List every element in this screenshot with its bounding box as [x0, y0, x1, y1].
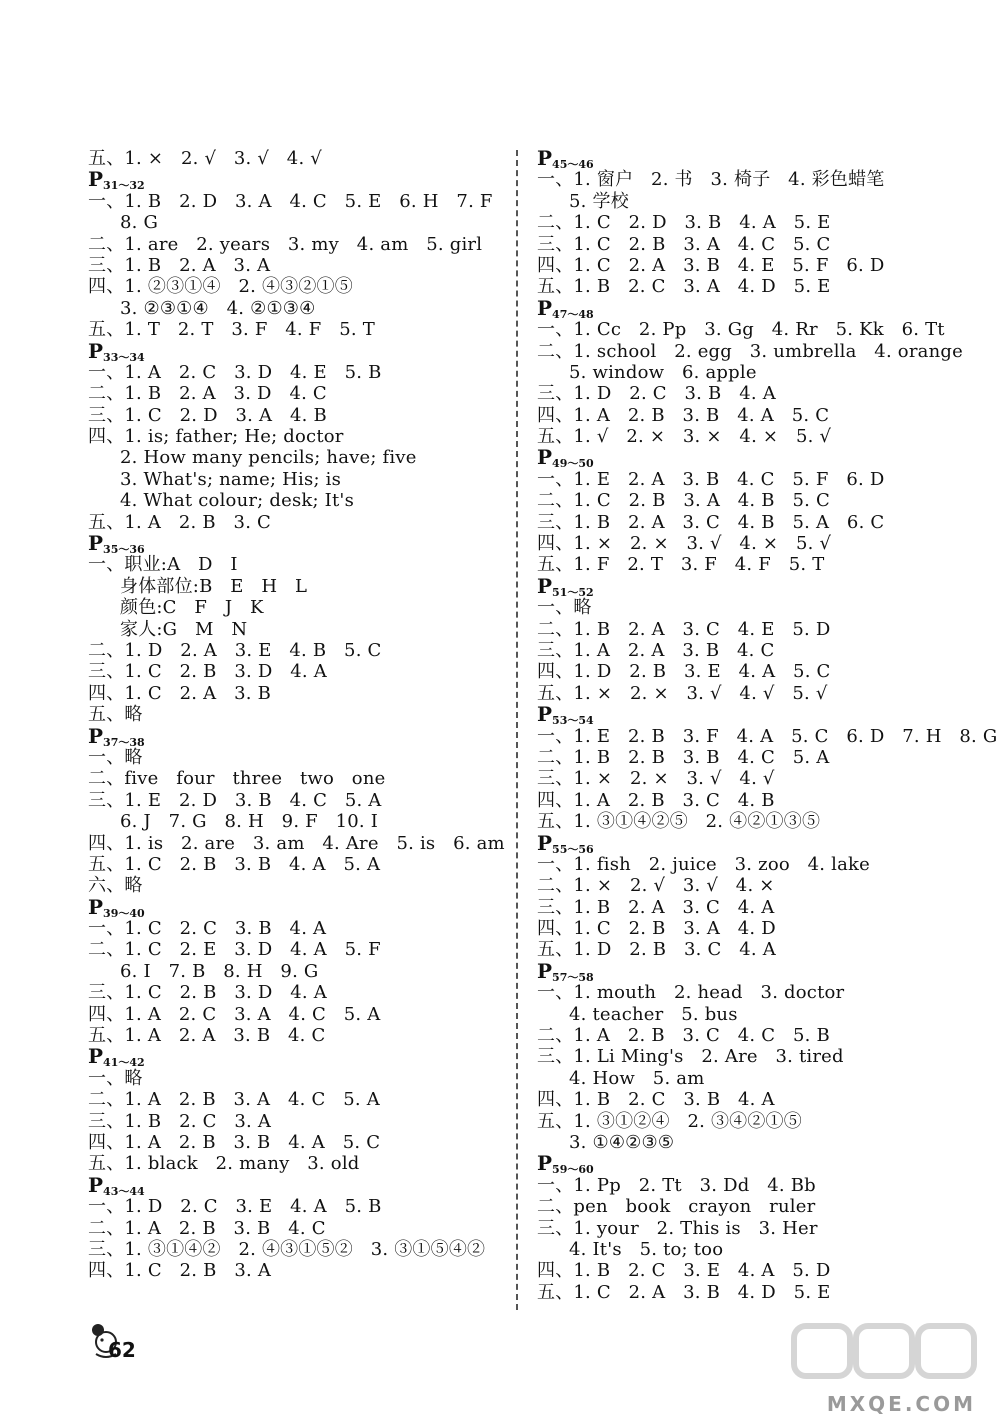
- page-range-prefix: P: [88, 338, 104, 363]
- answer-line: 5. 学校: [569, 190, 629, 212]
- answer-line: 一、1. B 2. D 3. A 4. C 5. E 6. H 7. F: [88, 190, 493, 212]
- answer-line: 二、1. A 2. B 3. B 4. C: [88, 1217, 326, 1239]
- answer-line: 五、1. F 2. T 3. F 4. F 5. T: [537, 554, 825, 576]
- answer-line: 四、1. C 2. B 3. A 4. D: [537, 918, 776, 940]
- answer-line: 3. What's; name; His; is: [120, 468, 342, 490]
- answer-line: 6. I 7. B 8. H 9. G: [120, 960, 319, 982]
- page-range-prefix: P: [88, 1044, 104, 1069]
- page-range-prefix: P: [88, 531, 104, 556]
- answer-line: 四、1. A 2. B 3. C 4. B: [537, 789, 775, 811]
- answer-line: 五、1. C 2. B 3. B 4. A 5. A: [88, 853, 381, 875]
- page-range-subscript: 41～42: [103, 1056, 145, 1070]
- answer-line: 二、1. C 2. D 3. B 4. A 5. E: [537, 212, 831, 234]
- answer-line: 一、1. E 2. A 3. B 4. C 5. F 6. D: [537, 468, 885, 490]
- answer-line: 五、1. A 2. B 3. C: [88, 511, 272, 533]
- page-range-header: [537, 573, 957, 599]
- page-range-prefix: P: [88, 1172, 104, 1197]
- answer-line: 四、1. A 2. B 3. B 4. A 5. C: [88, 1131, 381, 1153]
- page-range-prefix: P: [537, 146, 553, 170]
- page-range-header: [88, 723, 498, 749]
- answer-line: 三、1. B 2. A 3. C 4. A: [537, 896, 775, 918]
- answer-line: 三、1. Li Ming's 2. Are 3. tired: [537, 1046, 844, 1068]
- answer-line: 三、1. A 2. A 3. B 4. C: [537, 639, 775, 661]
- answer-line: 四、1. C 2. B 3. A: [88, 1260, 272, 1282]
- page-range-subscript: 59～60: [552, 1163, 594, 1177]
- answer-line: 2. How many pencils; have; five: [120, 447, 417, 469]
- answer-line: 一、职业:A D I: [88, 554, 238, 576]
- page-range-header: [537, 830, 957, 856]
- page-range-header: [537, 1151, 957, 1177]
- answer-line: 二、1. C 2. E 3. D 4. A 5. F: [88, 939, 381, 961]
- answer-line: 二、1. D 2. A 3. E 4. B 5. C: [88, 639, 382, 661]
- page-range-header: [537, 295, 957, 321]
- page-range-header: [88, 1044, 498, 1070]
- answer-line: 二、five four three two one: [88, 768, 386, 790]
- page-range-prefix: P: [537, 1151, 553, 1176]
- answer-line: 三、1. your 2. This is 3. Her: [537, 1217, 818, 1239]
- answer-line: 一、1. E 2. B 3. F 4. A 5. C 6. D 7. H 8. G: [537, 725, 998, 747]
- answer-line: 一、1. 窗户 2. 书 3. 椅子 4. 彩色蜡笔: [537, 169, 885, 191]
- answer-line: 四、1. C 2. A 3. B: [88, 682, 272, 704]
- answer-line: 6. J 7. G 8. H 9. F 10. I: [120, 811, 379, 833]
- answer-line: 四、1. D 2. B 3. E 4. A 5. C: [537, 661, 831, 683]
- page-range-subscript: 45～46: [552, 158, 594, 171]
- answer-line: 二、1. B 2. A 3. C 4. E 5. D: [537, 618, 831, 640]
- answer-line: 三、1. C 2. B 3. D 4. A: [88, 661, 327, 683]
- answer-line: 三、1. B 2. A 3. C 4. B 5. A 6. C: [537, 511, 885, 533]
- answer-line: 一、略: [88, 1067, 143, 1089]
- answer-line: 二、pen book crayon ruler: [537, 1196, 816, 1218]
- page-range-header: [88, 167, 498, 193]
- answer-line: 五、1. × 2. × 3. √ 4. √ 5. √: [537, 682, 828, 704]
- answer-line: 四、1. is 2. are 3. am 4. Are 5. is 6. am: [88, 832, 505, 854]
- page-range-subscript: 39～40: [103, 906, 145, 920]
- answer-line: 五、略: [88, 704, 143, 726]
- answer-line: 五、1. × 2. √ 3. √ 4. √: [88, 148, 322, 169]
- answer-line: 4. How 5. am: [569, 1067, 705, 1089]
- watermark-text: MXQE.COM: [826, 1392, 976, 1416]
- answer-line: 一、1. D 2. C 3. E 4. A 5. B: [88, 1196, 382, 1218]
- right-answer-column: [537, 146, 998, 1303]
- answer-line: 一、1. Pp 2. Tt 3. Dd 4. Bb: [537, 1174, 816, 1196]
- page-range-prefix: P: [537, 702, 553, 727]
- answer-line: 身体部位:B E H L: [120, 575, 308, 597]
- answer-line: 四、1. B 2. C 3. E 4. A 5. D: [537, 1260, 831, 1282]
- answer-line: 四、1. × 2. × 3. √ 4. × 5. √: [537, 533, 832, 555]
- answer-line: 一、1. fish 2. juice 3. zoo 4. lake: [537, 853, 870, 875]
- page-range-header: [88, 1172, 498, 1198]
- answer-line: 二、1. B 2. B 3. B 4. C 5. A: [537, 746, 830, 768]
- answer-line: 三、1. B 2. C 3. A: [88, 1110, 272, 1132]
- page-range-prefix: P: [537, 295, 553, 320]
- page-range-subscript: 47～48: [552, 307, 594, 321]
- page-range-subscript: 31～32: [103, 179, 145, 193]
- answer-line: 五、1. T 2. T 3. F 4. F 5. T: [88, 319, 375, 341]
- answer-line: 四、1. A 2. C 3. A 4. C 5. A: [88, 1003, 381, 1025]
- page-range-prefix: P: [88, 723, 104, 748]
- answer-line: 五、1. C 2. A 3. B 4. D 5. E: [537, 1281, 831, 1303]
- answer-line: 四、1. is; father; He; doctor: [88, 426, 344, 448]
- page-number: 62: [108, 1338, 136, 1362]
- answer-line: 五、1. ③①②④ 2. ③④②①⑤: [537, 1110, 802, 1132]
- page-range-subscript: 49～50: [552, 457, 594, 471]
- answer-line: 五、1. √ 2. × 3. × 4. × 5. √: [537, 426, 832, 448]
- answer-line: 三、1. × 2. × 3. √ 4. √: [537, 768, 775, 790]
- page-range-prefix: P: [537, 573, 553, 598]
- page-range-subscript: 51～52: [552, 585, 594, 599]
- answer-line: 二、1. C 2. B 3. A 4. B 5. C: [537, 490, 830, 512]
- answer-line: 三、1. D 2. C 3. B 4. A: [537, 383, 776, 405]
- answer-line: 三、1. C 2. B 3. A 4. C 5. C: [537, 233, 831, 255]
- page-range-header: [537, 702, 957, 728]
- page-range-header: [88, 338, 498, 364]
- answer-line: 二、1. school 2. egg 3. umbrella 4. orange: [537, 340, 963, 362]
- page-range-prefix: P: [537, 445, 553, 470]
- page-range-header: [88, 894, 498, 920]
- page-range-header: [537, 148, 957, 169]
- answer-line: 三、1. C 2. D 3. A 4. B: [88, 404, 327, 426]
- page-range-subscript: 57～58: [552, 970, 594, 984]
- page-range-prefix: P: [537, 958, 553, 983]
- answer-line: 8. G: [120, 212, 159, 234]
- answer-line: 三、1. B 2. A 3. A: [88, 254, 271, 276]
- answer-line: 四、1. B 2. C 3. B 4. A: [537, 1089, 775, 1111]
- page-range-header: [537, 445, 957, 471]
- answer-line: 一、1. Cc 2. Pp 3. Gg 4. Rr 5. Kk 6. Tt: [537, 319, 945, 341]
- page-range-prefix: P: [88, 167, 104, 192]
- page-range-header: [88, 531, 498, 557]
- answer-line: 一、1. A 2. C 3. D 4. E 5. B: [88, 361, 382, 383]
- answer-line: 五、1. B 2. C 3. A 4. D 5. E: [537, 276, 831, 298]
- answer-line: 一、1. mouth 2. head 3. doctor: [537, 982, 845, 1004]
- page-range-prefix: P: [537, 830, 553, 855]
- answer-line: 4. What colour; desk; It's: [120, 490, 355, 512]
- page-range-subscript: 53～54: [552, 714, 594, 728]
- answer-line: 二、1. are 2. years 3. my 4. am 5. girl: [88, 233, 483, 255]
- answer-line: 5. window 6. apple: [569, 361, 757, 383]
- answer-line: 三、1. C 2. B 3. D 4. A: [88, 982, 327, 1004]
- answer-line: 一、1. C 2. C 3. B 4. A: [88, 918, 327, 940]
- page-range-subscript: 33～34: [103, 350, 145, 364]
- page-range-header: [537, 958, 957, 984]
- answer-line: 三、1. E 2. D 3. B 4. C 5. A: [88, 789, 382, 811]
- answer-line: 3. ①④②③⑤: [569, 1131, 675, 1153]
- answer-line: 二、1. × 2. √ 3. √ 4. ×: [537, 875, 775, 897]
- answer-line: 四、1. ②③①④ 2. ④③②①⑤: [88, 276, 353, 298]
- answer-line: 四、1. A 2. B 3. B 4. A 5. C: [537, 404, 830, 426]
- answer-line: 3. ②③①④ 4. ②①③④: [120, 297, 316, 319]
- left-answer-column: [88, 148, 505, 1282]
- answer-line: 4. It's 5. to; too: [569, 1238, 724, 1260]
- page-range-subscript: 55～56: [552, 842, 594, 856]
- column-divider: [516, 150, 518, 1310]
- answer-line: 五、1. D 2. B 3. C 4. A: [537, 939, 776, 961]
- answer-line: 颜色:C F J K: [120, 597, 264, 619]
- answer-line: 4. teacher 5. bus: [569, 1003, 738, 1025]
- answer-line: 六、略: [88, 875, 143, 897]
- answer-line: 二、1. A 2. B 3. A 4. C 5. A: [88, 1089, 380, 1111]
- answer-line: 三、1. ③①④② 2. ④③①⑤② 3. ③①⑤④②: [88, 1238, 486, 1260]
- answer-line: 五、1. ③①④②⑤ 2. ④②①③⑤: [537, 811, 821, 833]
- answer-line: 一、略: [88, 746, 143, 768]
- answer-line: 五、1. A 2. A 3. B 4. C: [88, 1025, 326, 1047]
- page-range-subscript: 43～44: [103, 1184, 145, 1198]
- page-range-subscript: 35～36: [103, 543, 145, 557]
- answer-line: 一、略: [537, 597, 592, 619]
- answer-line: 家人:G M N: [120, 618, 248, 640]
- answer-line: 四、1. C 2. A 3. B 4. E 5. F 6. D: [537, 254, 885, 276]
- page-range-prefix: P: [88, 894, 104, 919]
- answer-line: 二、1. A 2. B 3. C 4. C 5. B: [537, 1025, 830, 1047]
- answer-line: 二、1. B 2. A 3. D 4. C: [88, 383, 327, 405]
- page-range-subscript: 37～38: [103, 735, 145, 749]
- answer-line: 五、1. black 2. many 3. old: [88, 1153, 360, 1175]
